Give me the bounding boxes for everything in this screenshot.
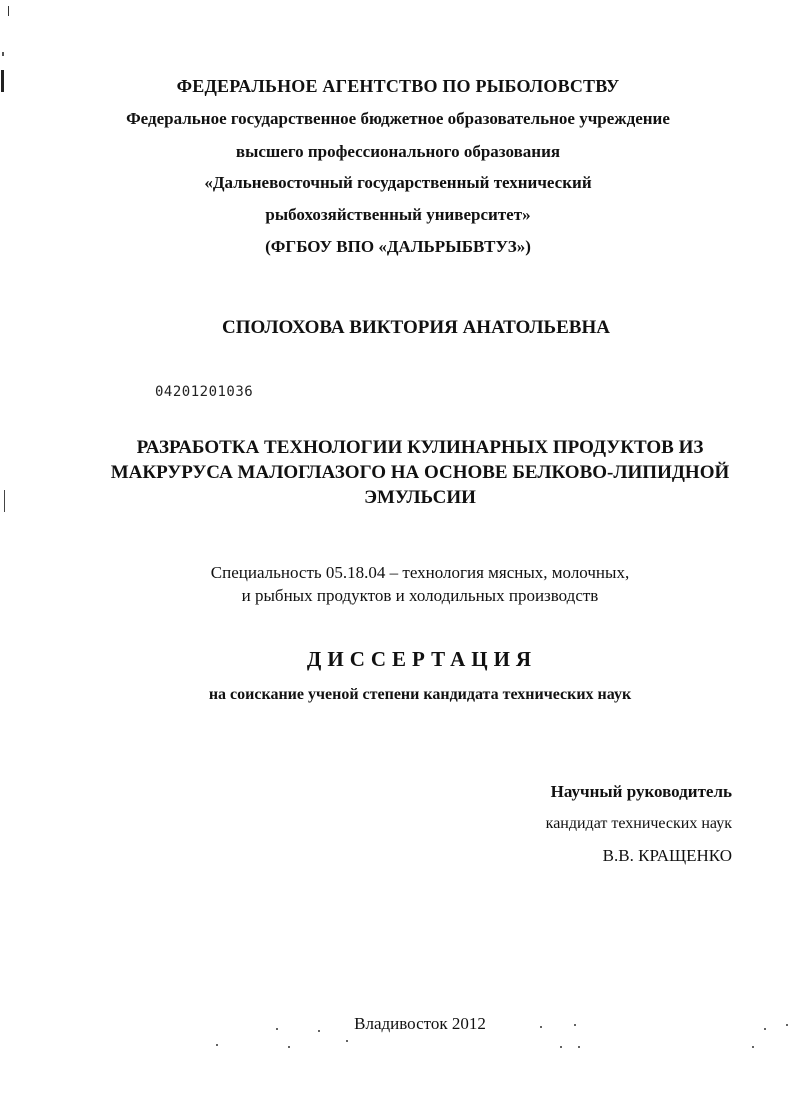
dissertation-title-line: РАЗРАБОТКА ТЕХНОЛОГИИ КУЛИНАРНЫХ ПРОДУКТОВ ИЗ <box>136 437 704 458</box>
scan-artifact <box>4 490 5 512</box>
specialty-line: и рыбных продуктов и холодильных производств <box>241 586 599 605</box>
supervisor-degree: кандидат технических наук <box>545 815 732 832</box>
scan-artifact <box>560 1046 562 1048</box>
supervisor-name: В.В. КРАЩЕНКО <box>602 846 732 865</box>
scan-artifact <box>578 1046 580 1048</box>
institution-abbreviation: (ФГБОУ ВПО «ДАЛЬРЫБВТУЗ») <box>265 237 531 256</box>
scan-artifact <box>752 1046 754 1048</box>
degree-line: на соискание ученой степени кандидата технических наук <box>208 686 632 703</box>
supervisor-label: Научный руководитель <box>550 782 732 801</box>
scan-artifact <box>288 1046 290 1048</box>
scan-artifact <box>2 52 4 56</box>
place-year: Владивосток 2012 <box>354 1014 486 1033</box>
dissertation-title-line: МАКРУРУСА МАЛОГЛАЗОГО НА ОСНОВЕ БЕЛКОВО-ЛИПИДНОЙ <box>110 462 730 483</box>
scan-artifact <box>216 1044 218 1046</box>
dissertation-title-line: ЭМУЛЬСИИ <box>364 487 476 508</box>
scan-artifact <box>346 1040 348 1042</box>
specialty-line: Специальность 05.18.04 – технология мясных, молочных, <box>210 563 630 582</box>
institution-line: высшего профессионального образования <box>235 142 561 161</box>
agency-heading: ФЕДЕРАЛЬНОЕ АГЕНТСТВО ПО РЫБОЛОВСТВУ <box>176 76 620 96</box>
registration-number: 04201201036 <box>155 384 254 400</box>
author-name: СПОЛОХОВА ВИКТОРИЯ АНАТОЛЬЕВНА <box>222 317 610 338</box>
institution-line: рыбохозяйственный университет» <box>265 205 531 224</box>
institution-line: Федеральное государственное бюджетное образовательное учреждение <box>126 109 670 128</box>
work-type-heading: ДИССЕРТАЦИЯ <box>306 647 538 671</box>
scan-artifact <box>8 6 9 16</box>
institution-line: «Дальневосточный государственный технический <box>204 173 592 192</box>
